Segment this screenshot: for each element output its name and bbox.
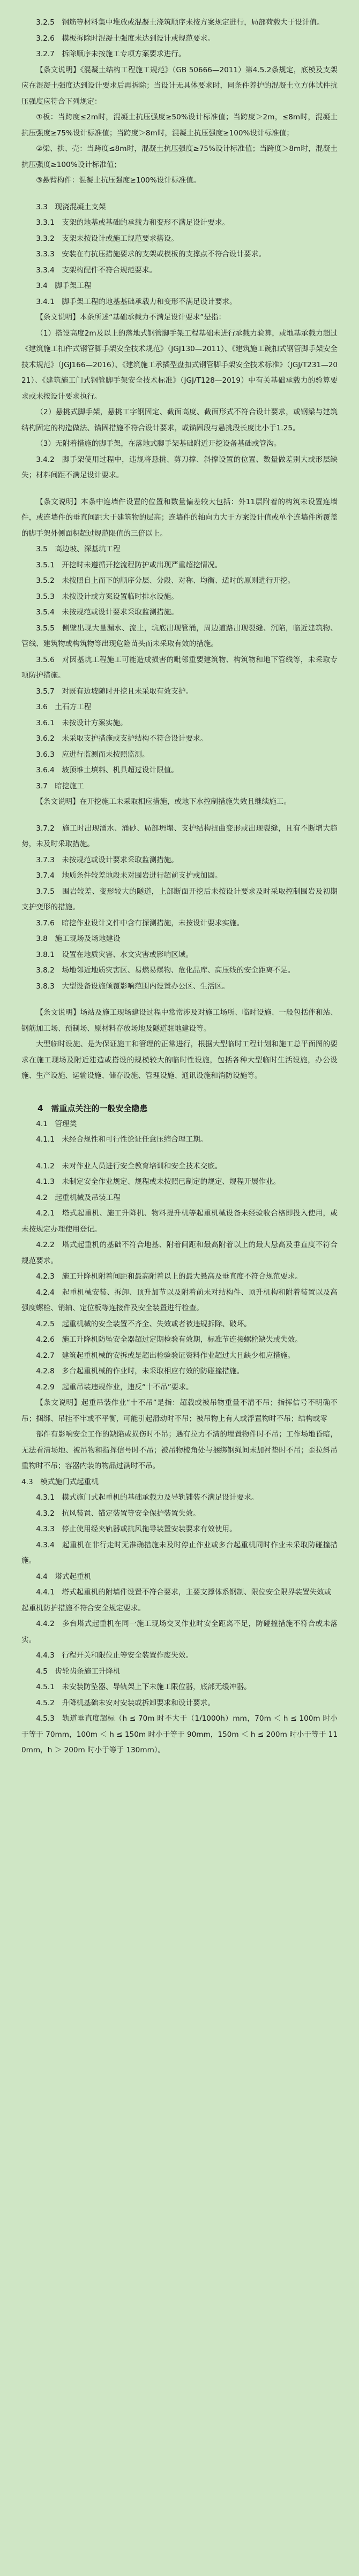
paragraph: 【条文说明】在开挖施工未采取相应措施，或地下水控制措施失效且继续施工。 xyxy=(36,797,291,806)
paragraph: 4.1.1 未经合规性和可行性论证任意压缩合理工期。 xyxy=(36,1135,208,1144)
paragraph: （1）搭设高度2m及以上的落地式钢管脚手架工程基础未进行承载力验算，或地基承载力超过《建筑施工扣件式钢管脚手架安全技术规范》（JGJ130—2011）、《建筑施工碗扣式钢管脚手架安全技术规范》（JGJ166—2016）、《建筑施工承插型盘扣式钢管脚手架安全技术标准》（JGJ/T231—2021）、《建筑施工门式钢管脚手架安全技术标准》（JGJ/T128—2019）中有关基础承载力的验算要求或未按设计要求执行。 xyxy=(21,329,338,401)
paragraph: 4.3.4 起重机在非行走时无准确措施未及时停止作业或多台起重机同时作业未采取防碰撞措施。 xyxy=(21,1540,338,1565)
section-heading: 3.4 脚手架工程 xyxy=(36,282,92,290)
section-heading: 3.8 施工现场及场地建设 xyxy=(36,934,121,943)
section-heading: 4.1 管理类 xyxy=(36,1119,77,1128)
paragraph: 3.2.5 钢筋等材料集中堆放或混凝土浇筑顺序未按方案规定进行，局部荷载大于设计值。 xyxy=(36,18,324,27)
paragraph: 3.6.3 应进行监测而未按照监测。 xyxy=(36,750,149,759)
paragraph: 【条文说明】场站及施工现场建设过程中常常涉及对施工场所、临时设施、一般包括伴和站、钢筋加工场、预制场、原材料存放场地及隧道驻地建设等。 xyxy=(21,1008,338,1033)
section-heading: 4.5.1 未安装防坠器、导轨架上下未施工限位器，底部无缓冲器。 xyxy=(36,1683,251,1691)
section-heading: 4.3.1 模式施门式起重机的基础承载力及导轨铺装不满足设计要求。 xyxy=(36,1493,259,1502)
paragraph: 3.3.1 支架的地基或基础的承载力和变形不满足设计要求。 xyxy=(36,218,230,227)
paragraph: （3）无附着措施的脚手架，在落地式脚手架基础附近开挖设备基础或管沟。 xyxy=(36,439,281,448)
paragraph: 4.3.2 抗风装置、锚定装置等安全保护装置失效。 xyxy=(36,1509,200,1518)
paragraph: 3.6.4 坡顶堆土填料、机具超过设计限值。 xyxy=(36,766,178,774)
paragraph: 4.1.3 未制定安全作业规定、规程或未按照已制定的规定、规程开展作业。 xyxy=(36,1177,281,1186)
paragraph: （2）悬挑式脚手架，悬挑工字钢固定、截面高度、截面形式不符合设计要求，或钢梁与建筑结构固定的构造做法、锚固措施不符合设计要求，或锚固段与悬挑段长度比小于1.25。 xyxy=(21,408,338,432)
section-heading: 3.7 暗挖施工 xyxy=(36,781,84,791)
paragraph: 3.4.2 脚手架使用过程中，违规将悬挑、剪刀撑、斜撑设置的位置、数量做差别大或形层缺失；材料间距不满足设计要求。 xyxy=(21,455,338,480)
paragraph: 4.2.5 起重机械的安全装置不齐全、失效或者被违规拆除、破坏。 xyxy=(36,1319,251,1328)
paragraph: 4.2.3 施工升降机附着间距和最高附着以上的最大悬高及垂直度不符合规范要求。 xyxy=(36,1272,302,1281)
paragraph: 3.6.2 未采取支护措施或支护结构不符合设计要求。 xyxy=(36,734,208,743)
paragraph: 3.8.3 大型设备设施倾覆影响范围内设置办公区、生活区。 xyxy=(36,982,230,991)
paragraph: 3.8.1 设置在地质灾害、水文灾害或影响区域。 xyxy=(36,950,193,959)
paragraph: 3.7.6 暗挖作业设计文件中含有探测措施，未按设计要求实施。 xyxy=(36,918,244,928)
paragraph: 4.2.4 起重机械安装、拆卸、顶升加节以及附着前未对结构件、顶升机构和附着装置以及高强度螺栓、销轴、定位板等连接件及安全装置进行检查。 xyxy=(21,1288,338,1312)
paragraph: 3.4.1 脚手架工程的地基基础承载力和变形不满足设计要求。 xyxy=(36,297,237,306)
paragraph: 4.5 齿轮齿条施工升降机 xyxy=(36,1667,121,1676)
paragraph: 3.3.3 安装在有抗压措施要求的支架或模板的支撑点不符合设计要求。 xyxy=(36,250,266,259)
paragraph: ①板：当跨度≤2m时，混凝土抗压强度≥50%设计标准值；当跨度＞2m，≤8m时，混凝土抗压强度≥75%设计标准值；当跨度＞8m时，混凝土抗压强度≥100%设计标准值； xyxy=(21,113,338,138)
paragraph: 【条文说明】《混凝土结构工程施工规范》（GB 50666—2011）第4.5.2条规定，底模及支架应在混凝土强度达到设计要求后再拆除；当设计无具体要求时，同条件养护的混凝土立方体试件抗压强度应符合下列规定： xyxy=(21,65,338,106)
paragraph: 4.4 塔式起重机 xyxy=(36,1572,92,1581)
paragraph: 3.5.6 对因基坑工程施工可能造成损害的毗邻重要建筑物、构筑物和地下管线等，未采取专项防护措施。 xyxy=(21,655,338,680)
paragraph: ③悬臂构件：混凝土抗压强度≥100%设计标准值。 xyxy=(36,176,201,185)
paragraph: 3.5.4 未按规范或设计要求采取监测措施。 xyxy=(36,608,178,617)
paragraph: 3.8.2 场地邻近地质灾害区、易燃易爆物、危化品库、高压线的安全距离不足。 xyxy=(36,966,295,975)
paragraph: 4.2.9 起重吊装违规作业，违反“十不吊”要求。 xyxy=(36,1382,193,1392)
paragraph: 3.7.2 施工时出现涌水、涌砂、局部坍塌、支护结构扭曲变形或出现裂缝，且有不断增大趋势，未及时采取措施。 xyxy=(21,824,338,848)
paragraph: 4.5.2 升降机基础未安对安装或拆卸要求和设计要求。 xyxy=(36,1698,215,1707)
paragraph: 3.5.1 开挖时未遵循开挖流程防护或出现严重超挖情况。 xyxy=(36,560,222,569)
paragraph: 3.5.3 未按设计或方案设置临时排水设施。 xyxy=(36,592,178,601)
paragraph: 大型临时设施、是为保证施工和管理的正常进行，根据大型临时工程计划和施工总平面图的要求在施工现场及附近建造或搭设的规模较大的临时性设施，包括各种大型临时生活设施，办公设施、生产设施、运输设施、储存设施、管理设施、通讯设施和消防设施等。 xyxy=(21,1040,338,1080)
paragraph: 3.6.1 未按设计方案实施。 xyxy=(36,718,128,727)
paragraph: 4.1.2 未对作业人员进行安全教育培训和安全技术交底。 xyxy=(36,1161,222,1171)
paragraph: ②梁、拱、壳：当跨度≤8m时，混凝土抗压强度≥75%设计标准值；当跨度＞8m时，混凝土抗压强度≥100%设计标准值； xyxy=(21,145,338,169)
paragraph: 3.2.6 模板拆除时混凝土强度未达到设计或规范要求。 xyxy=(36,34,215,43)
paragraph: 4.2.6 施工升降机防坠安全器超过定期检验有效期，标准节连接螺栓缺失或失效。 xyxy=(36,1335,302,1344)
paragraph: 【条文说明】本条所述“基础承载力不满足设计要求”是指： xyxy=(36,313,226,322)
chapter-heading: 4 需重点关注的一般安全隐患 xyxy=(38,1103,148,1113)
paragraph: 【条文说明】起重吊装作业“十不吊”是指：超载或被吊物重量不清不吊；指挥信号不明确不吊；捆绑、吊挂不牢或不平衡，可能引起滑动时不吊；被吊物上有人或浮置物时不吊；结构或零 xyxy=(21,1399,338,1423)
section-heading: 3.3 现浇混凝土支架 xyxy=(36,202,106,211)
paragraph: 3.3.4 支架构配件不符合规范要求。 xyxy=(36,265,157,275)
paragraph: 4.2.8 多台起重机械的作业时，未采取相应有效的防碰撞措施。 xyxy=(36,1367,244,1376)
paragraph: 3.2.7 拆除顺序未按施工专项方案要求进行。 xyxy=(36,50,186,58)
section-heading: 4.4.1 塔式起重机的附墙件设置不符合要求，主要支撑体系钢制、限位安全限界装置失效或起重机防护措施不符合安全规定要求。 xyxy=(21,1588,332,1613)
section-heading: 4.2 起重机械及吊装工程 xyxy=(36,1193,121,1202)
paragraph: 4.4.3 行程开关和限位止等安全装置作废失效。 xyxy=(36,1651,193,1660)
paragraph: 3.3.2 支架未按设计或施工规范要求搭设。 xyxy=(36,234,178,243)
paragraph: 4.2.7 建筑起重机械的安拆或是超出检验验证资料作业超过大且缺少相应措施。 xyxy=(36,1351,295,1360)
paragraph: 4.4.2 多台塔式起重机在同一施工现场交叉作业时安全距离不足，防碰撞措施不符合或未落实。 xyxy=(21,1620,338,1644)
paragraph: 3.7.5 围岩较差、变形较大的隧道，上部断面开挖后未按设计要求及时采取控制围岩及初期支护变形的措施。 xyxy=(21,887,338,911)
paragraph: 4.3.3 停止使用经夹轨器或抗风拖导装置安装要求有效使用。 xyxy=(36,1525,237,1533)
section-heading: 3.6 土石方工程 xyxy=(36,703,92,711)
paragraph: 4.2.1 塔式起重机、施工升降机、物料提升机等起重机械设备未经验收合格即投入使用，或未按规定办理使用登记。 xyxy=(21,1209,338,1234)
paragraph: 3.5.5 侧壁出现大量漏水、流土，坑底出现管涌，周边道路出现裂缝、沉陷，临近建筑物、管线、建筑物或构筑物等出现危险苗头而未采取有效的措施。 xyxy=(21,624,338,648)
paragraph: 3.5.7 对既有边坡随时开挖且未采取有效支护。 xyxy=(36,687,193,696)
paragraph: 4.5.3 轨道垂直度超标（h ≤ 70m 时不大于（1/1000h）mm，70m ＜ h ≤ 100m 时小于等于 70mm，100m ＜ h ≤ 150m 时小于等于 90mm，150m ＜ h ≤ 200m 时小于等于 110mm，h ＞ 200m 时小于等于 130mm）。 xyxy=(21,1714,338,1754)
paragraph: 4.2.2 塔式起重机的基础不符合地基、附着间距和最高附着以上的最大悬高及垂直度不符合规范要求。 xyxy=(21,1241,338,1265)
paragraph: 3.7.3 未按规范或设计要求采取监测措施。 xyxy=(36,855,178,864)
section-heading: 3.5 高边坡、深基坑工程 xyxy=(36,545,121,553)
paragraph: 【条文说明】本条中连墙件设置的位置和数量偏差较大包括：外11层附着的构筑未设置连墙件，或连墙件的垂直间距大于建筑物的层高；连墙件的轴向力大于方案设计值或单个连墙件所覆盖的脚手架外侧面积超过规范限值的三倍以上。 xyxy=(21,497,338,538)
paragraph: 3.7.4 地质条件较差地段未对围岩进行超前支护或加固。 xyxy=(36,871,222,880)
paragraph: 部件有影响安全工作的缺陷或损伤时不吊；遇有拉力不清的埋置物件时不吊；工作场地昏暗，无法看清场地、被吊物和指挥信号时不吊；被吊物棱角处与捆绑钢绳间未加衬垫时不吊；歪拉斜吊重物时不吊；容器内装的物品过满时不吊。 xyxy=(21,1430,338,1470)
paragraph: 3.5.2 未按照自上而下的顺序分层、分段、对称、均衡、适时的原则进行开挖。 xyxy=(36,576,295,585)
paragraph: 4.3 模式施门式起重机 xyxy=(21,1477,99,1486)
